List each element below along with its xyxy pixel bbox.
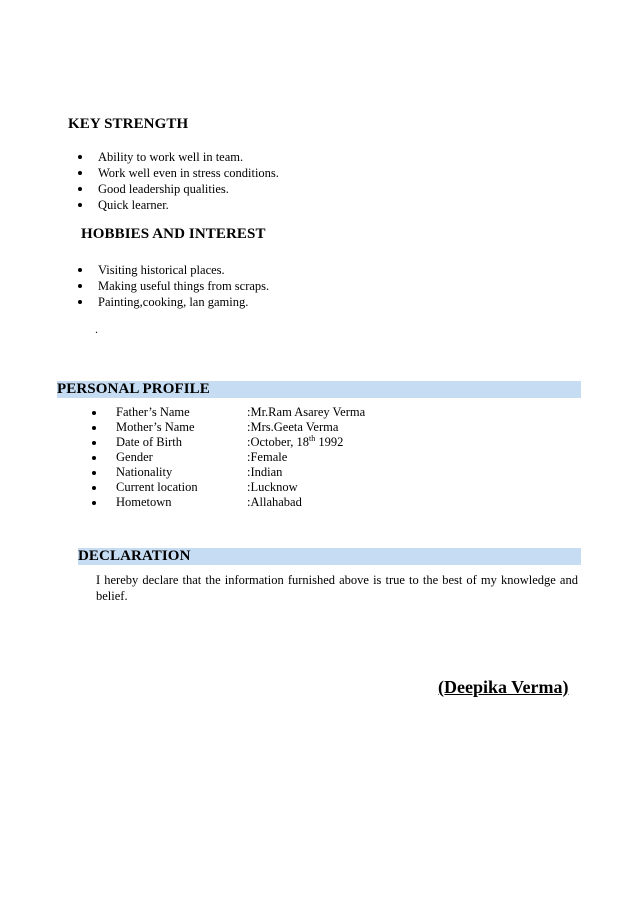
list-item: Quick learner.	[78, 197, 279, 213]
trailing-dot: .	[95, 322, 98, 336]
profile-label: Hometown	[116, 495, 172, 509]
profile-value: :Lucknow	[247, 480, 298, 494]
list-item: Ability to work well in team.	[78, 149, 279, 165]
profile-label: Gender	[116, 450, 153, 464]
list-item: Visiting historical places.	[78, 262, 269, 278]
signature-name: (Deepika Verma)	[438, 677, 569, 697]
profile-value: :Allahabad	[247, 495, 302, 509]
personal-profile-heading: PERSONAL PROFILE	[57, 381, 210, 397]
dob-ordinal: th	[308, 433, 316, 443]
profile-value	[247, 435, 343, 450]
declaration-heading: DECLARATION	[78, 548, 191, 564]
profile-value: :Mr.Ram Asarey Verma	[247, 405, 366, 419]
profile-label: Father’s Name	[116, 405, 190, 419]
profile-label: Nationality	[116, 465, 173, 479]
personal-profile-band	[57, 381, 581, 398]
key-strength-heading: KEY STRENGTH	[68, 116, 189, 132]
list-item: Painting,cooking, lan gaming.	[78, 294, 269, 310]
hobbies-list	[78, 262, 269, 310]
dob-prefix: :October, 18	[247, 435, 309, 449]
dob-year: 1992	[315, 435, 344, 449]
hobbies-heading: HOBBIES AND INTEREST	[81, 226, 266, 242]
declaration-text: I hereby declare that the information furnished above is true to the best of my knowledge and belief.	[96, 573, 578, 603]
list-item: Making useful things from scraps.	[78, 278, 269, 294]
profile-label: Mother’s Name	[116, 420, 195, 434]
key-strength-list	[78, 149, 279, 213]
list-item: Good leadership qualities.	[78, 181, 279, 197]
profile-value: :Female	[247, 450, 288, 464]
profile-label: Date of Birth	[116, 435, 182, 449]
declaration-band	[78, 548, 581, 565]
profile-value: :Mrs.Geeta Verma	[247, 420, 339, 434]
profile-value: :Indian	[247, 465, 283, 479]
profile-label: Current location	[116, 480, 198, 494]
list-item: Work well even in stress conditions.	[78, 165, 279, 181]
